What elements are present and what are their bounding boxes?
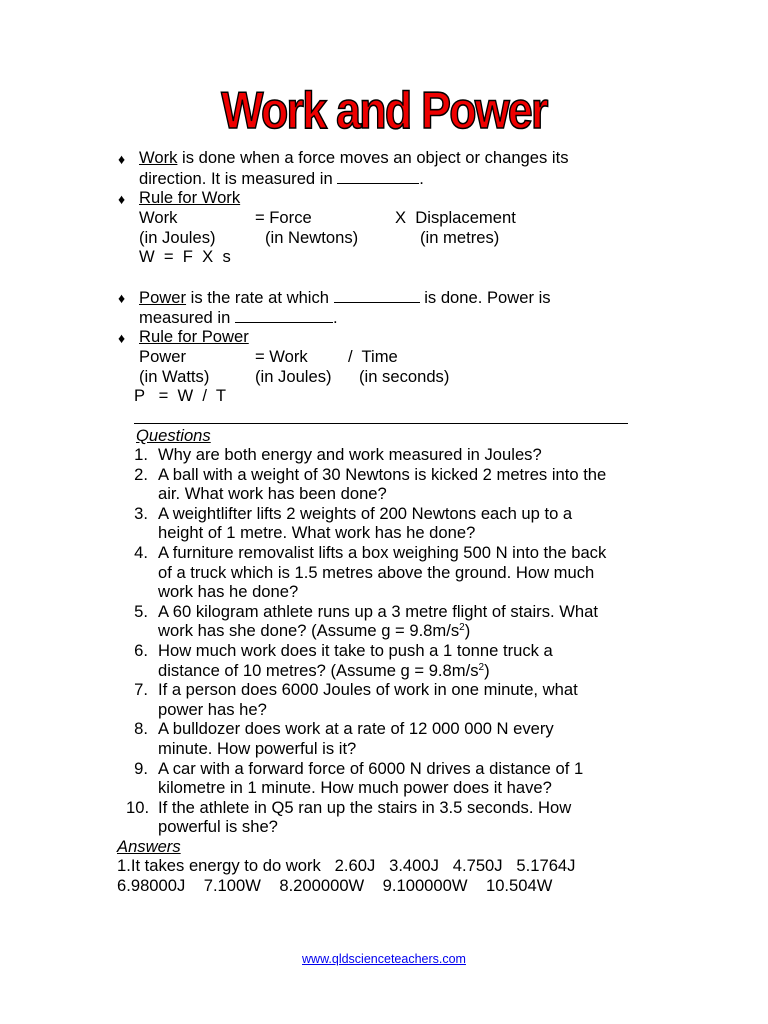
work-definition-line-1: Work is done when a force moves an object or changes its <box>139 148 569 167</box>
power-rule-unit-seconds: (in seconds) <box>359 367 450 386</box>
power-rule-quantity: Power <box>139 347 187 366</box>
question-number: 3. <box>134 503 148 523</box>
question-text-line <box>158 465 606 485</box>
fill-in-blank <box>334 287 420 303</box>
question-text: A furniture removalist lifts a box weighing 500 N into the back <box>158 543 607 562</box>
question-text-line <box>158 445 542 465</box>
question-text: air. What work has been done? <box>158 484 387 504</box>
question-text-line <box>158 563 594 583</box>
answers-line-2: 6.98000J 7.100W 8.200000W 9.100000W 10.504W <box>117 876 553 895</box>
bullet-icon: ♦ <box>118 191 126 207</box>
question-text: ) <box>464 621 471 641</box>
question-text-line <box>158 700 267 720</box>
question-text: ) <box>484 660 490 680</box>
work-rule-unit-metres: (in metres) <box>420 228 500 247</box>
question-text: kilometre in 1 minute. How much power does it have? <box>158 778 552 798</box>
work-rule-quantity: Work <box>139 208 178 227</box>
question-text-line <box>158 817 278 837</box>
footer-link[interactable]: www.qldscienceteachers.com <box>302 952 466 966</box>
question-number: 2. <box>134 464 148 484</box>
bullet-icon: ♦ <box>118 151 126 167</box>
superscript: 2 <box>459 622 465 634</box>
question-text: How much work does it take to push a 1 tonne truck a <box>158 641 553 660</box>
question-text: A car with a forward force of 6000 N drives a distance of 1 <box>158 758 584 778</box>
question-number: 1. <box>134 445 148 464</box>
question-text: A bulldozer does work at a rate of 12 000 000 N every <box>158 719 554 739</box>
bullet-icon: ♦ <box>118 290 126 306</box>
work-rule-unit-joules: (in Joules) <box>139 228 216 247</box>
question-text-line <box>158 504 572 524</box>
bullet-icon: ♦ <box>118 330 126 346</box>
question-text: power has he? <box>158 699 267 719</box>
power-rule-time: / Time <box>348 347 398 366</box>
work-formula: W = F X s <box>139 247 231 266</box>
fill-in-blank <box>235 307 333 323</box>
question-text-line <box>158 778 552 798</box>
question-text-line <box>158 641 553 661</box>
question-text: work has he done? <box>158 582 299 602</box>
question-text: work has she done? (Assume g = 9.8m/s <box>158 621 460 641</box>
question-text-line <box>158 719 554 739</box>
power-rule-unit-joules: (in Joules) <box>255 367 332 386</box>
question-text: powerful is she? <box>158 817 278 837</box>
question-number: 6. <box>134 641 148 660</box>
question-number: 8. <box>134 719 148 739</box>
question-number: 4. <box>134 543 148 562</box>
question-text: height of 1 metre. What work has he done? <box>158 523 476 543</box>
question-text: minute. How powerful is it? <box>158 739 357 758</box>
question-text: distance of 10 metres? (Assume g = 9.8m/s <box>158 660 479 680</box>
work-rule-unit-newtons: (in Newtons) <box>265 228 359 247</box>
question-text: A 60 kilogram athlete runs up a 3 metre flight of stairs. What <box>158 601 598 621</box>
power-rule-work: = Work <box>255 347 308 366</box>
question-text: Why are both energy and work measured in Joules? <box>158 445 542 464</box>
work-definition-line-2: direction. It is measured in . <box>139 169 424 188</box>
question-text: A weightlifter lifts 2 weights of 200 Newtons each up to a <box>158 503 573 523</box>
question-text-line <box>158 661 490 681</box>
question-text-line <box>158 621 470 641</box>
power-rule-heading: Rule for Power <box>139 327 249 346</box>
work-term: Work <box>139 148 178 167</box>
superscript: 2 <box>478 661 485 673</box>
question-text-line <box>158 523 475 543</box>
power-rule-unit-watts: (in Watts) <box>139 367 210 386</box>
question-number: 10. <box>126 797 150 817</box>
question-text: If a person does 6000 Joules of work in one minute, what <box>158 680 578 700</box>
page-title: Work and Power <box>221 82 547 140</box>
question-text-line <box>158 602 598 622</box>
question-text-line <box>158 680 578 700</box>
questions-heading: Questions <box>136 426 211 445</box>
work-rule-heading: Rule for Work <box>139 188 241 207</box>
question-text-line <box>158 543 606 563</box>
question-number: 9. <box>134 758 148 778</box>
power-definition-line-1: Power is the rate at which is done. Power is <box>139 288 551 307</box>
answers-heading: Answers <box>117 837 181 856</box>
work-rule-force: = Force <box>255 208 312 227</box>
power-term: Power <box>139 288 187 307</box>
power-definition-line-2: measured in . <box>139 308 338 327</box>
question-text-line <box>158 759 583 779</box>
section-divider <box>134 423 628 424</box>
question-text-line <box>158 582 298 602</box>
power-formula: P = W / T <box>134 386 227 405</box>
question-text: of a truck which is 1.5 metres above the ground. How much <box>158 562 595 582</box>
question-number: 7. <box>134 680 148 700</box>
question-text-line <box>158 484 387 504</box>
answers-line-1: 1.It takes energy to do work 2.60J 3.400J 4.750J 5.1764J <box>117 856 576 875</box>
question-number: 5. <box>134 601 148 621</box>
question-text: If the athlete in Q5 ran up the stairs in 3.5 seconds. How <box>158 797 572 817</box>
question-text-line <box>158 739 356 759</box>
question-text-line <box>158 798 571 818</box>
work-rule-displacement: X Displacement <box>395 208 516 227</box>
question-text: A ball with a weight of 30 Newtons is kicked 2 metres into the <box>158 464 607 484</box>
fill-in-blank <box>337 168 419 184</box>
